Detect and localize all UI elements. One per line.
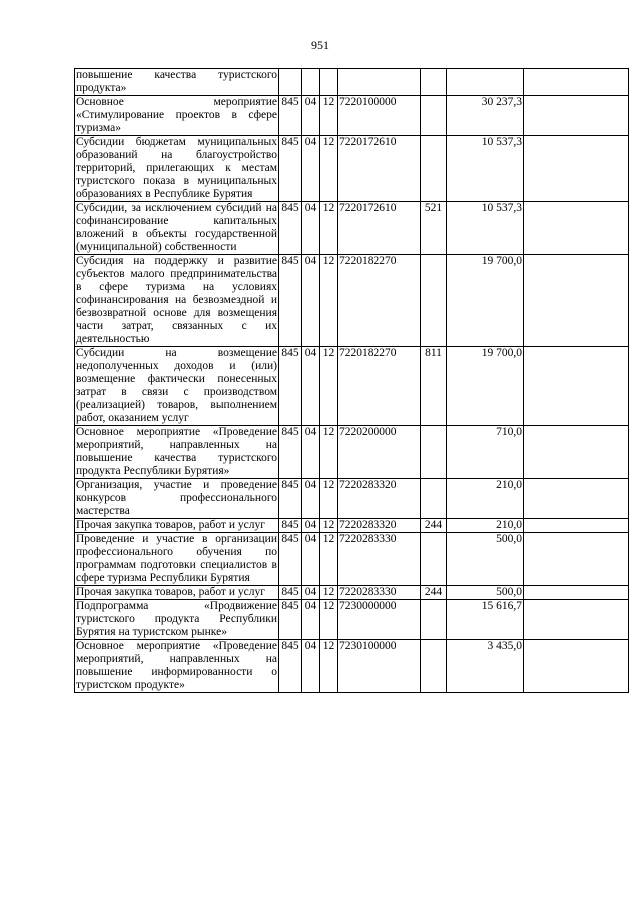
row-ved-cell: 845 xyxy=(279,519,302,533)
row-vr-cell xyxy=(421,640,447,693)
row-empty-cell xyxy=(524,479,629,519)
row-empty-cell xyxy=(524,586,629,600)
row-vr-cell xyxy=(421,479,447,519)
row-csr-cell: 7230100000 xyxy=(338,640,421,693)
table-row xyxy=(75,136,629,202)
row-rz-cell: 04 xyxy=(302,255,320,347)
table-row xyxy=(75,519,629,533)
row-pr-cell: 12 xyxy=(320,586,338,600)
row-sum-cell: 10 537,3 xyxy=(447,136,524,202)
row-ved-cell: 845 xyxy=(279,533,302,586)
row-sum-cell: 10 537,3 xyxy=(447,202,524,255)
row-pr-cell: 12 xyxy=(320,96,338,136)
row-vr-cell: 811 xyxy=(421,347,447,426)
row-rz-cell xyxy=(302,69,320,96)
table-row xyxy=(75,347,629,426)
row-vr-cell: 244 xyxy=(421,519,447,533)
row-rz-cell: 04 xyxy=(302,479,320,519)
row-empty-cell xyxy=(524,519,629,533)
row-vr-cell: 244 xyxy=(421,586,447,600)
row-sum-cell: 500,0 xyxy=(447,533,524,586)
row-empty-cell xyxy=(524,640,629,693)
row-rz-cell: 04 xyxy=(302,136,320,202)
row-pr-cell: 12 xyxy=(320,255,338,347)
row-empty-cell xyxy=(524,96,629,136)
row-pr-cell: 12 xyxy=(320,519,338,533)
row-csr-cell: 7220172610 xyxy=(338,202,421,255)
row-rz-cell: 04 xyxy=(302,533,320,586)
row-csr-cell: 7220283320 xyxy=(338,479,421,519)
row-name-cell: повышение качества туристского продукта» xyxy=(76,69,277,94)
row-empty-cell xyxy=(524,255,629,347)
table-row xyxy=(75,479,629,519)
row-name-cell: Основное мероприятие «Проведение мероприятий, направленных на повышение информированности о туристском продукте» xyxy=(76,640,277,691)
row-vr-cell: 521 xyxy=(421,202,447,255)
row-csr-cell: 7220182270 xyxy=(338,255,421,347)
budget-table xyxy=(74,68,629,693)
row-ved-cell: 845 xyxy=(279,426,302,479)
row-pr-cell: 12 xyxy=(320,533,338,586)
row-name-cell: Подпрограмма «Продвижение туристского продукта Республики Бурятия на туристском рынке» xyxy=(76,600,277,638)
row-vr-cell xyxy=(421,69,447,96)
row-ved-cell: 845 xyxy=(279,136,302,202)
row-csr-cell: 7220283320 xyxy=(338,519,421,533)
row-vr-cell xyxy=(421,426,447,479)
row-pr-cell xyxy=(320,69,338,96)
row-ved-cell: 845 xyxy=(279,255,302,347)
row-name-cell: Организация, участие и проведение конкурсов профессионального мастерства xyxy=(76,479,277,517)
row-rz-cell: 04 xyxy=(302,202,320,255)
row-name-cell: Прочая закупка товаров, работ и услуг xyxy=(75,519,279,533)
row-empty-cell xyxy=(524,426,629,479)
row-rz-cell: 04 xyxy=(302,586,320,600)
row-ved-cell: 845 xyxy=(279,640,302,693)
row-sum-cell: 210,0 xyxy=(447,479,524,519)
row-vr-cell xyxy=(421,136,447,202)
table-row xyxy=(75,96,629,136)
row-sum-cell xyxy=(447,69,524,96)
table-row xyxy=(75,69,629,96)
row-csr-cell xyxy=(338,69,421,96)
row-rz-cell: 04 xyxy=(302,426,320,479)
row-sum-cell: 30 237,3 xyxy=(447,96,524,136)
row-empty-cell xyxy=(524,600,629,640)
table-row xyxy=(75,640,629,693)
row-vr-cell xyxy=(421,255,447,347)
row-vr-cell xyxy=(421,96,447,136)
row-sum-cell: 15 616,7 xyxy=(447,600,524,640)
row-sum-cell: 500,0 xyxy=(447,586,524,600)
row-name-cell: Основное мероприятие «Проведение мероприятий, направленных на повышение качества туристского продукта Республики Бурятия» xyxy=(76,426,277,477)
page-number: 951 xyxy=(311,38,329,52)
row-csr-cell: 7220283330 xyxy=(338,586,421,600)
row-ved-cell xyxy=(279,69,302,96)
row-name-cell: Субсидии бюджетам муниципальных образований на благоустройство территорий, прилегающих к местам туристского показа в муниципальных образованиях в Республике Бурятия xyxy=(76,136,277,200)
row-rz-cell: 04 xyxy=(302,640,320,693)
row-csr-cell: 7220172610 xyxy=(338,136,421,202)
row-pr-cell: 12 xyxy=(320,640,338,693)
row-sum-cell: 210,0 xyxy=(447,519,524,533)
row-name-cell: Основное мероприятие «Стимулирование проектов в сфере туризма» xyxy=(76,96,277,134)
row-empty-cell xyxy=(524,136,629,202)
row-ved-cell: 845 xyxy=(279,600,302,640)
row-sum-cell: 19 700,0 xyxy=(447,255,524,347)
row-vr-cell xyxy=(421,533,447,586)
row-rz-cell: 04 xyxy=(302,519,320,533)
table-row xyxy=(75,533,629,586)
row-pr-cell: 12 xyxy=(320,600,338,640)
row-empty-cell xyxy=(524,202,629,255)
row-sum-cell: 710,0 xyxy=(447,426,524,479)
row-name-cell: Субсидии на возмещение недополученных доходов и (или) возмещение фактически понесенных затрат в связи с производством (реализацией) товаров, выполнением работ, оказанием услуг xyxy=(76,347,277,424)
row-pr-cell: 12 xyxy=(320,136,338,202)
budget-table-body xyxy=(75,69,629,693)
row-sum-cell: 3 435,0 xyxy=(447,640,524,693)
row-ved-cell: 845 xyxy=(279,202,302,255)
row-csr-cell: 7220200000 xyxy=(338,426,421,479)
row-pr-cell: 12 xyxy=(320,479,338,519)
row-csr-cell: 7220100000 xyxy=(338,96,421,136)
row-rz-cell: 04 xyxy=(302,96,320,136)
row-empty-cell xyxy=(524,347,629,426)
table-row xyxy=(75,426,629,479)
row-name-cell: Проведение и участие в организации профессионального обучения по программам подготовки специалистов в сфере туризма Республики Бурятия xyxy=(76,533,277,584)
row-rz-cell: 04 xyxy=(302,347,320,426)
row-pr-cell: 12 xyxy=(320,202,338,255)
row-rz-cell: 04 xyxy=(302,600,320,640)
row-csr-cell: 7220182270 xyxy=(338,347,421,426)
row-csr-cell: 7230000000 xyxy=(338,600,421,640)
row-empty-cell xyxy=(524,69,629,96)
row-csr-cell: 7220283330 xyxy=(338,533,421,586)
row-name-cell: Прочая закупка товаров, работ и услуг xyxy=(75,586,279,600)
table-row xyxy=(75,255,629,347)
row-name-cell: Субсидии, за исключением субсидий на софинансирование капитальных вложений в объекты государственной (муниципальной) собственности xyxy=(76,202,277,253)
table-row xyxy=(75,586,629,600)
row-name-cell: Субсидия на поддержку и развитие субъектов малого предпринимательства в сфере туризма на условиях софинансирования на безвозмездной и безвозвратной основе для возмещения части затрат, связанных с их деятельностью xyxy=(76,255,277,345)
row-pr-cell: 12 xyxy=(320,347,338,426)
table-row xyxy=(75,600,629,640)
table-row xyxy=(75,202,629,255)
row-vr-cell xyxy=(421,600,447,640)
row-empty-cell xyxy=(524,533,629,586)
row-sum-cell: 19 700,0 xyxy=(447,347,524,426)
row-pr-cell: 12 xyxy=(320,426,338,479)
row-ved-cell: 845 xyxy=(279,96,302,136)
row-ved-cell: 845 xyxy=(279,586,302,600)
row-ved-cell: 845 xyxy=(279,347,302,426)
row-ved-cell: 845 xyxy=(279,479,302,519)
